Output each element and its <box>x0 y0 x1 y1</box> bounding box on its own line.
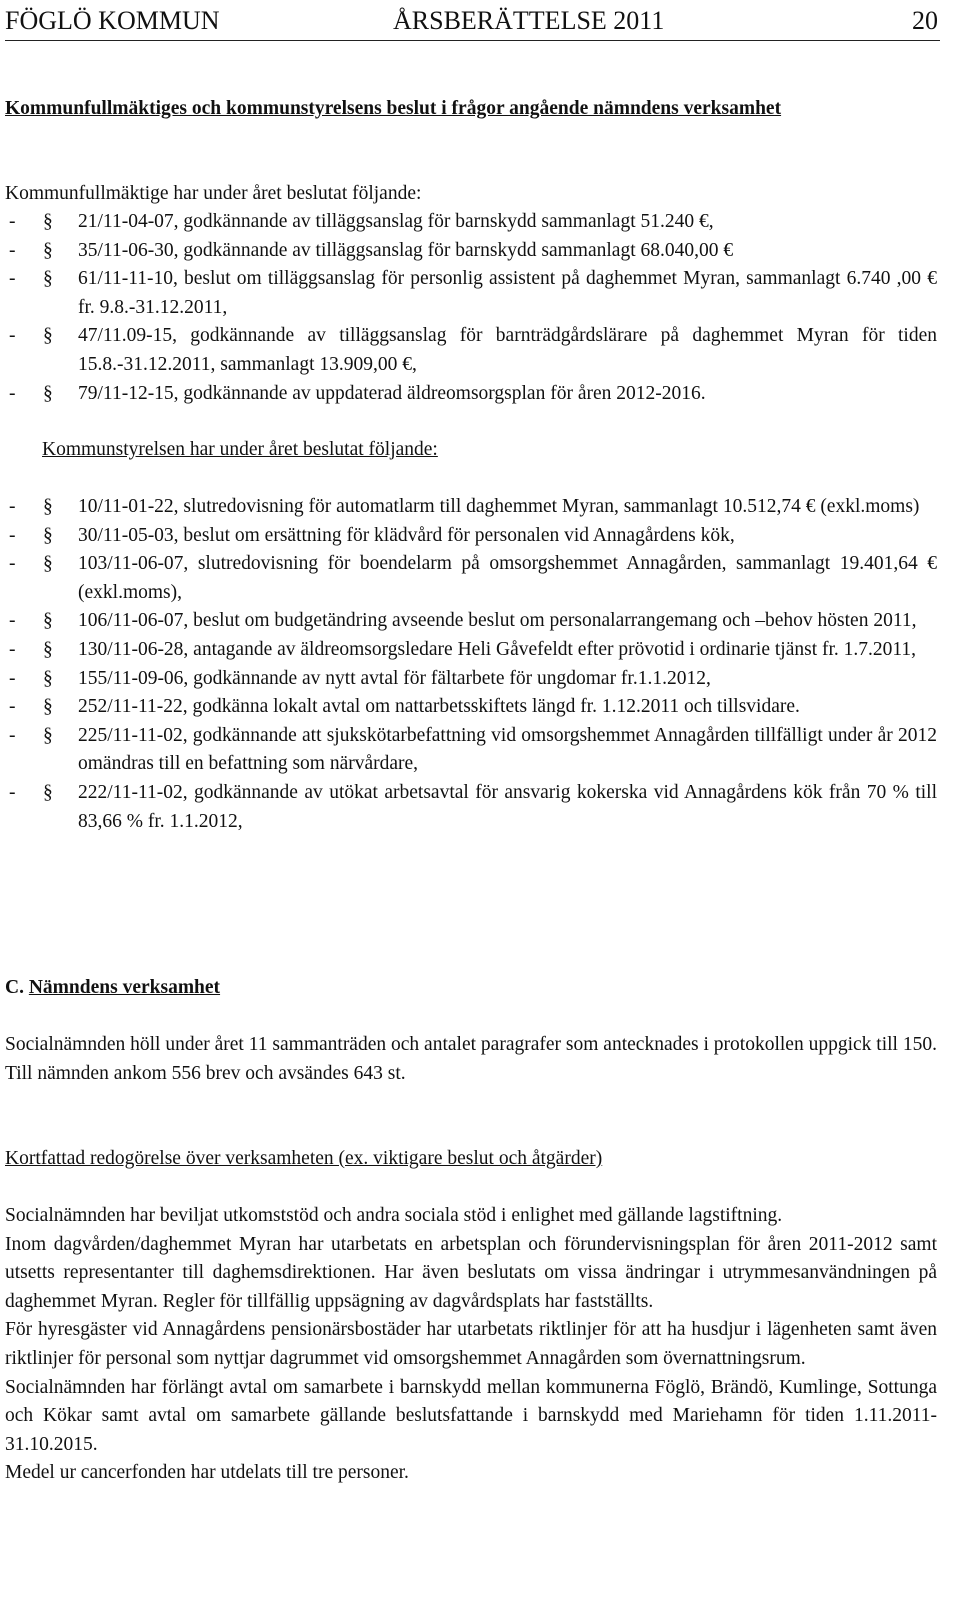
report-title: ÅRSBERÄTTELSE 2011 <box>393 6 665 35</box>
page-header <box>5 6 940 41</box>
decision-text: 47/11.09-15, godkännande av tilläggsanslag för barnträdgårdslärare på daghemmet Myran för tiden 15.8.-31.12.2011, sammanlagt 13.909,00 €, <box>78 325 937 375</box>
council-decision-list <box>5 208 937 408</box>
list-dash: - <box>9 325 16 347</box>
council-decision-item <box>5 237 937 266</box>
list-dash: - <box>9 667 16 689</box>
board-intro: Kommunstyrelsen har under året beslutat följande: <box>42 439 438 460</box>
decision-text: 21/11-04-07, godkännande av tilläggsanslag för barnskydd sammanlagt 51.240 €, <box>78 211 714 232</box>
decision-text: 35/11-06-30, godkännande av tilläggsanslag för barnskydd sammanlagt 68.040,00 € <box>78 239 734 261</box>
section-heading: Kommunfullmäktiges och kommunstyrelsens beslut i frågor angående nämndens verksamhet <box>5 98 782 119</box>
section-sign-bullet: § <box>43 724 53 746</box>
council-intro: Kommunfullmäktige har under året beslutat följande: <box>5 183 422 204</box>
section-sign-bullet: § <box>43 610 53 632</box>
list-dash: - <box>9 239 16 261</box>
council-decision-item <box>5 380 937 409</box>
summary-paragraph: Medel ur cancerfonden har utdelats till tre personer. <box>5 1462 409 1484</box>
decision-text: 106/11-06-07, beslut om budgetändring avseende beslut om personalarrangemang och –behov hösten 2011, <box>78 610 917 632</box>
section-sign-bullet: § <box>43 781 53 803</box>
board-decision-item <box>5 493 937 522</box>
section-sign-bullet: § <box>43 667 53 689</box>
section-c-text: Socialnämnden höll under året 11 sammanträden och antalet paragrafer som antecknades i protokollen uppgick till 150. Till nämnden ankom 556 brev och avsändes 643 st. <box>5 1034 937 1084</box>
decision-text: 79/11-12-15, godkännande av uppdaterad äldreomsorgsplan för åren 2012-2016. <box>78 382 706 404</box>
decision-text: 155/11-09-06, godkännande av nytt avtal för fältarbete för ungdomar fr.1.1.2012, <box>78 667 711 689</box>
decision-text: 10/11-01-22, slutredovisning för automatlarm till daghemmet Myran, sammanlagt 10.512,74 € (exkl.moms) <box>78 496 920 517</box>
summary-body <box>5 1202 937 1488</box>
list-dash: - <box>9 524 16 546</box>
section-sign-bullet: § <box>43 524 53 546</box>
decision-text: 130/11-06-28, antagande av äldreomsorgsledare Heli Gåvefeldt efter prövotid i ordinarie tjänst fr. 1.7.2011, <box>78 638 917 660</box>
summary-heading: Kortfattad redogörelse över verksamheten (ex. viktigare beslut och åtgärder) <box>5 1148 603 1169</box>
section-sign-bullet: § <box>43 239 53 261</box>
section-c-prefix: C. <box>5 977 24 998</box>
decision-text: 103/11-06-07, slutredovisning för boendelarm på omsorgshemmet Annagården, sammanlagt 19.401,64 € (exkl.moms), <box>78 553 937 603</box>
list-dash: - <box>9 638 16 660</box>
summary-paragraph: Socialnämnden har förlängt avtal om samarbete i barnskydd mellan kommunerna Föglö, Brändö, Kumlinge, Sottunga och Kökar samt avtal om samarbete gällande beslutsfattande i barnskydd med Mariehamn för tiden 1.11.2011-31.10.2015. <box>5 1376 937 1455</box>
board-decision-item <box>5 779 937 836</box>
section-sign-bullet: § <box>43 382 53 404</box>
list-dash: - <box>9 610 16 632</box>
list-dash: - <box>9 696 16 718</box>
page-number: 20 <box>912 6 938 35</box>
council-decision-item <box>5 322 937 379</box>
board-decision-item <box>5 550 937 607</box>
municipality-name: FÖGLÖ KOMMUN <box>5 6 220 35</box>
section-sign-bullet: § <box>43 268 53 290</box>
decision-text: 30/11-05-03, beslut om ersättning för klädvård för personalen vid Annagårdens kök, <box>78 524 735 546</box>
section-sign-bullet: § <box>43 496 53 517</box>
section-c-title: Nämndens verksamhet <box>28 977 221 998</box>
board-decision-list <box>5 493 937 836</box>
section-c-heading <box>5 974 937 1003</box>
section-sign-bullet: § <box>43 638 53 660</box>
summary-paragraph: För hyresgäster vid Annagårdens pensionärsbostäder har utarbetats riktlinjer för att ha husdjur i lägenheten samt även riktlinjer för personal som nyttjar dagrummet vid omsorgshemmet Annagården som övernattningsrum. <box>5 1319 937 1369</box>
board-decision-item <box>5 636 937 665</box>
list-dash: - <box>9 382 16 404</box>
decision-text: 61/11-11-10, beslut om tilläggsanslag för personlig assistent på daghemmet Myran, sammanlagt 6.740 ,00 € fr. 9.8.-31.12.2011, <box>78 268 937 318</box>
list-dash: - <box>9 781 16 803</box>
list-dash: - <box>9 496 16 517</box>
board-decision-item <box>5 722 937 779</box>
list-dash: - <box>9 268 16 290</box>
board-decision-item <box>5 665 937 694</box>
board-decision-item <box>5 522 937 551</box>
list-dash: - <box>9 211 16 232</box>
section-sign-bullet: § <box>43 553 53 575</box>
summary-paragraph: Socialnämnden har beviljat utkomststöd och andra sociala stöd i enlighet med gällande lagstiftning. <box>5 1205 783 1226</box>
decision-text: 252/11-11-22, godkänna lokalt avtal om nattarbetsskiftets längd fr. 1.12.2011 och tillsvidare. <box>78 696 800 718</box>
section-sign-bullet: § <box>43 696 53 718</box>
decision-text: 222/11-11-02, godkännande av utökat arbetsavtal för ansvarig kokerska vid Annagårdens kök från 70 % till 83,66 % fr. 1.1.2012, <box>78 781 937 832</box>
council-decision-item <box>5 265 937 322</box>
section-sign-bullet: § <box>43 211 53 232</box>
board-decision-item <box>5 607 937 636</box>
list-dash: - <box>9 553 16 575</box>
decision-text: 225/11-11-02, godkännande att sjukskötarbefattning vid omsorgshemmet Annagården tillfälligt under år 2012 omändras till en befattning som närvårdare, <box>78 724 937 775</box>
section-sign-bullet: § <box>43 325 53 347</box>
council-decision-item <box>5 208 937 237</box>
board-decision-item <box>5 693 937 722</box>
summary-paragraph: Inom dagvården/daghemmet Myran har utarbetats en arbetsplan och förundervisningsplan för åren 2011-2012 samt utsetts representanter till daghemsdirektionen. Har även beslutats om vissa ändringar i utrymmesanvändningen på daghemmet Myran. Regler för tillfällig uppsägning av dagvårdsplats har fastställts. <box>5 1233 937 1312</box>
list-dash: - <box>9 724 16 746</box>
